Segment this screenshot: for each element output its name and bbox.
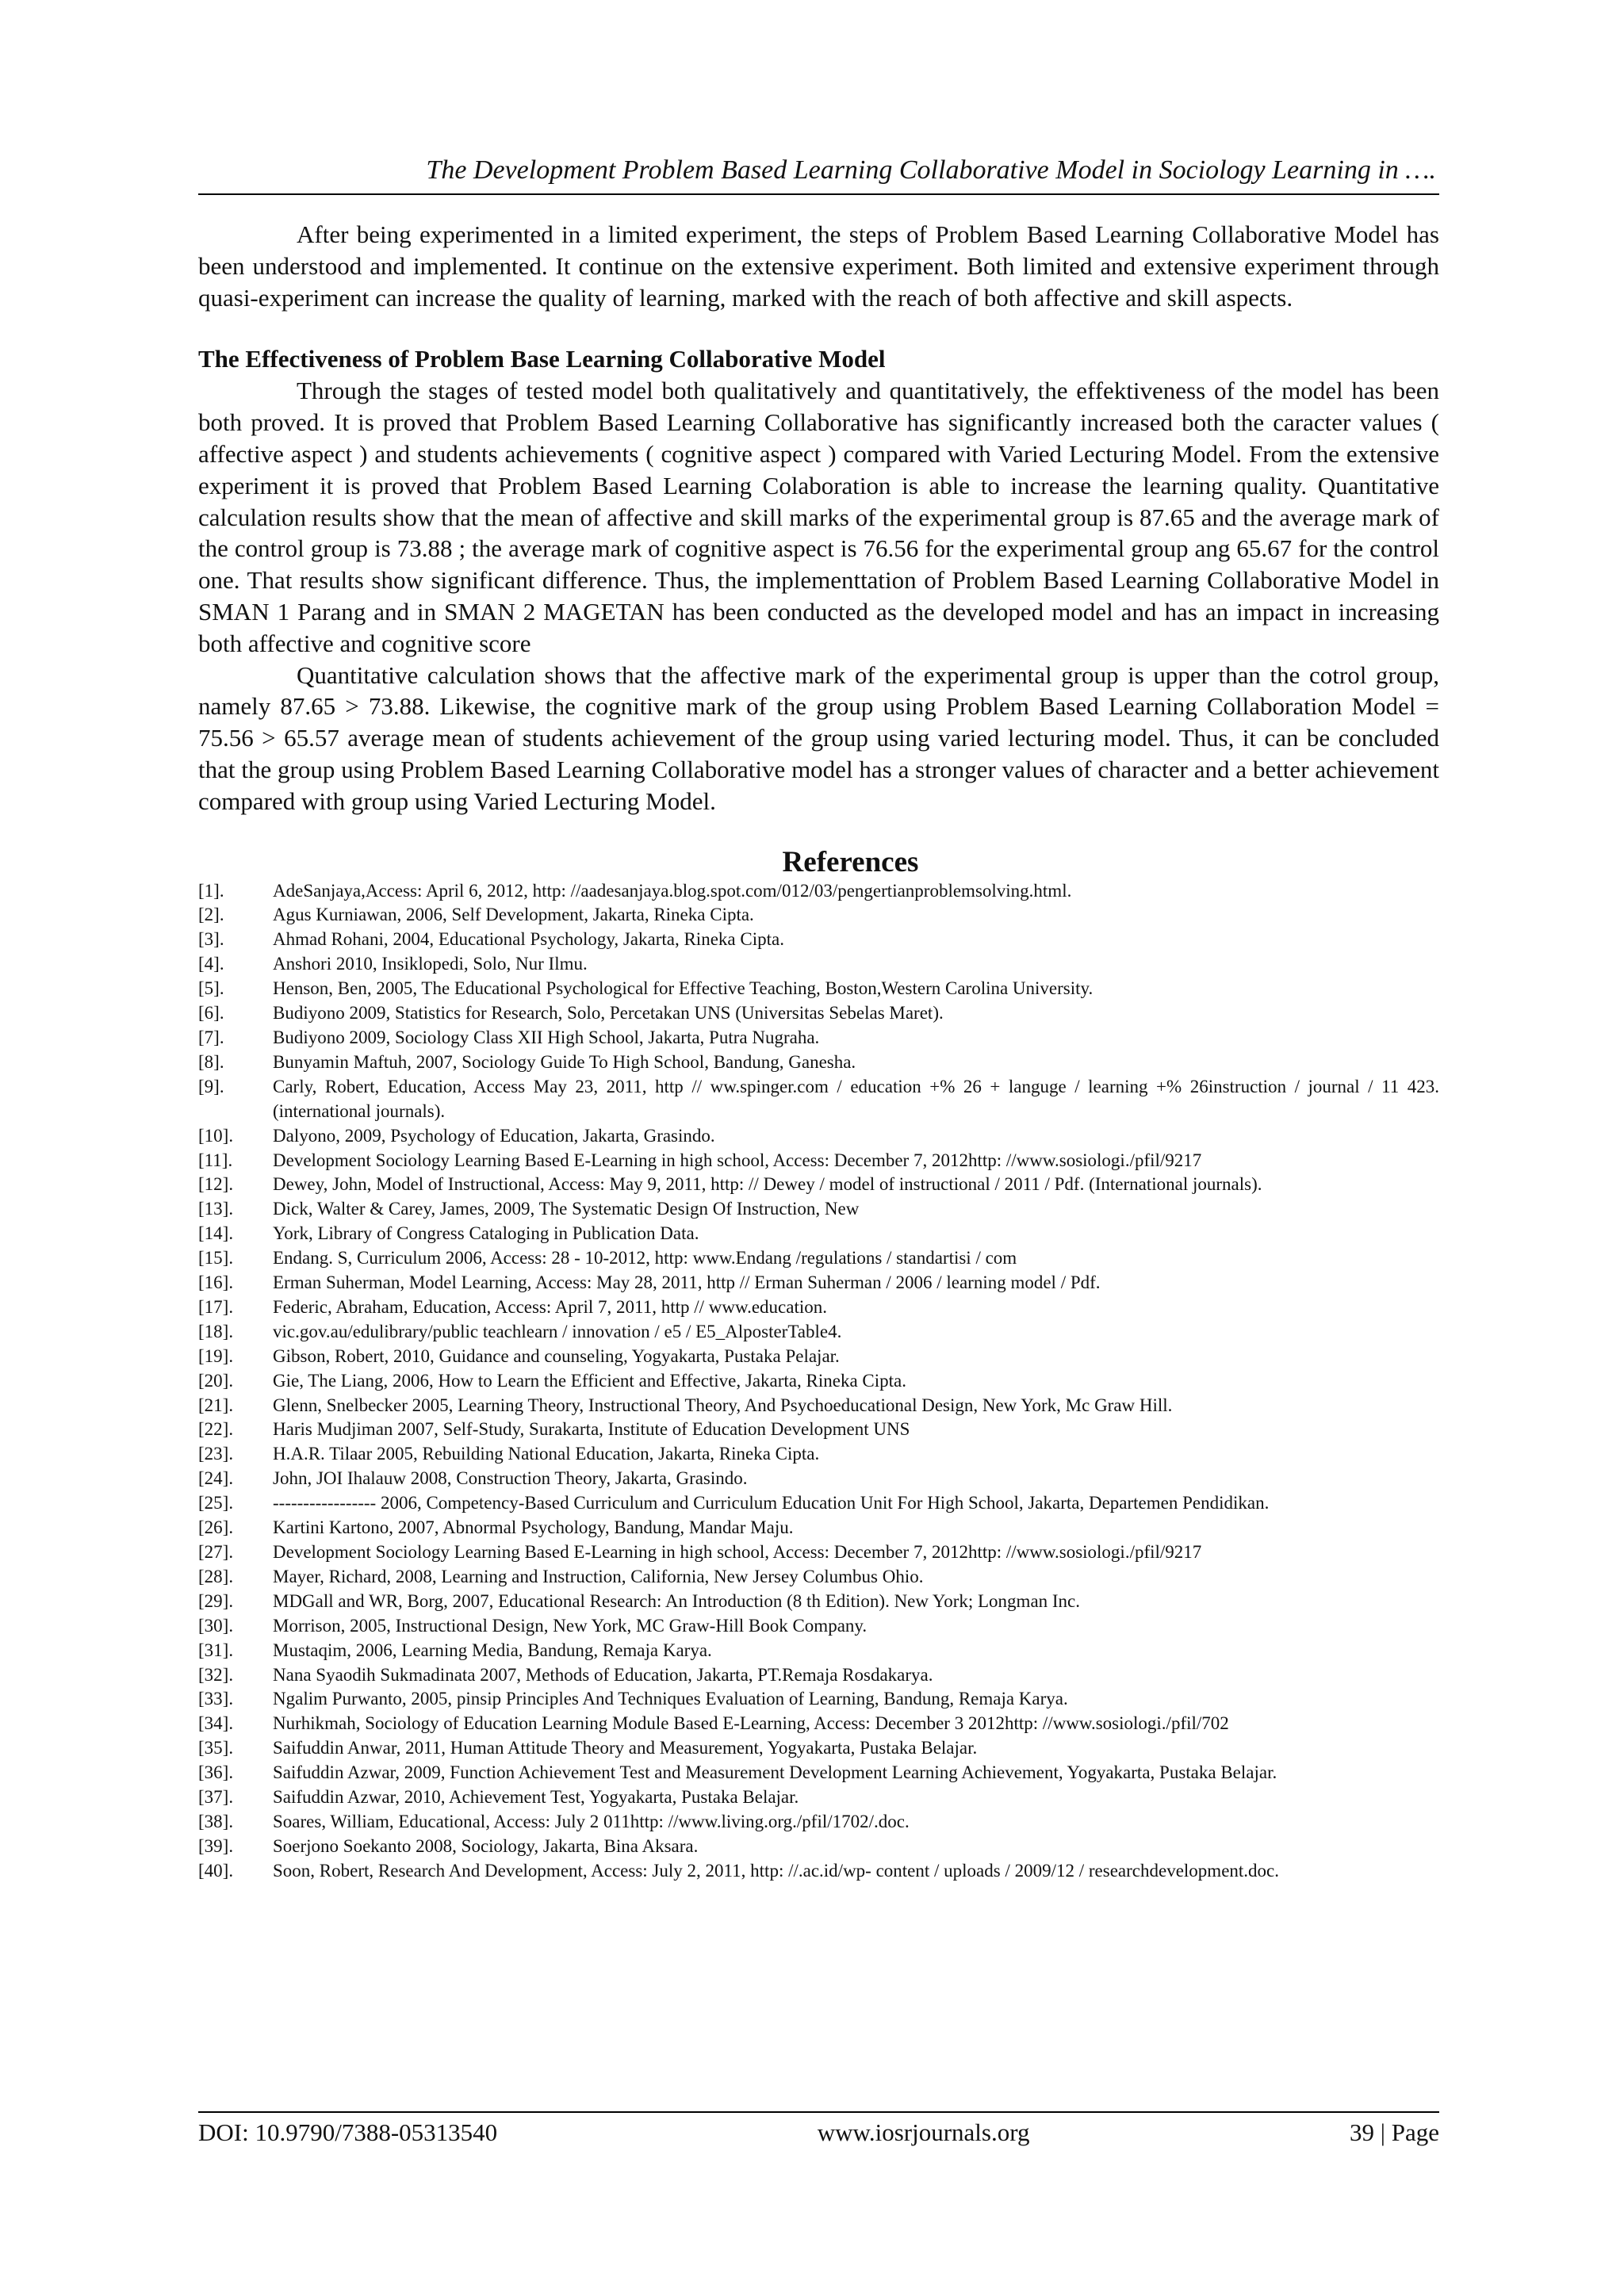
reference-number: [33].	[198, 1689, 234, 1709]
reference-text: Gibson, Robert, 2010, Guidance and counseling, Yogyakarta, Pustaka Pelajar.	[273, 1345, 840, 1366]
reference-text: Soares, William, Educational, Access: July 2 011http: //www.living.org./pfil/1702/.doc.	[273, 1811, 910, 1831]
reference-item	[198, 1197, 1439, 1222]
reference-number: [13].	[198, 1199, 234, 1219]
reference-number: [2].	[198, 905, 224, 925]
footer-website[interactable]: www.iosrjournals.org	[817, 2118, 1030, 2146]
reference-text: Development Sociology Learning Based E-Learning in high school, Access: December 7, 2012http: //www.sosiologi./pfil/9217	[273, 1542, 1202, 1563]
reference-item	[198, 1222, 1439, 1246]
reference-number: [34].	[198, 1713, 234, 1734]
reference-text: Kartini Kartono, 2007, Abnormal Psychology, Bandung, Mandar Maju.	[273, 1517, 794, 1538]
reference-item	[198, 1418, 1439, 1442]
reference-text: Anshori 2010, Insiklopedi, Solo, Nur Ilmu.	[273, 954, 588, 974]
reference-number: [9].	[198, 1076, 224, 1096]
reference-list	[198, 879, 1439, 1884]
reference-number: [19].	[198, 1345, 234, 1366]
reference-number: [16].	[198, 1272, 234, 1293]
reference-item	[198, 1246, 1439, 1271]
reference-text: AdeSanjaya,Access: April 6, 2012, http: //aadesanjaya.blog.spot.com/012/03/pengertianproblemsolving.html.	[273, 880, 1072, 901]
body-paragraph: Quantitative calculation shows that the affective mark of the experimental group is upper than the cotrol group, namely 87.65 > 73.88. Likewise, the cognitive mark of the group using Problem Based Learning Collaboration Model = 75.56 > 65.57 average mean of students achievement of the group using varied lecturing model. Thus, it can be concluded that the group using Problem Based Learning Collaborative model has a stronger values of character and a better achievement compared with group using Varied Lecturing Model.	[198, 660, 1439, 815]
reference-number: [11].	[198, 1150, 233, 1170]
reference-text: Gie, The Liang, 2006, How to Learn the Efficient and Effective, Jakarta, Rineka Cipta.	[273, 1370, 906, 1391]
reference-text: Glenn, Snelbecker 2005, Learning Theory, Instructional Theory, And Psychoeducational Design, New York, Mc Graw Hill.	[273, 1395, 1173, 1415]
reference-item	[198, 1540, 1439, 1565]
reference-text: Morrison, 2005, Instructional Design, New York, MC Graw-Hill Book Company.	[273, 1615, 868, 1636]
reference-text: Ahmad Rohani, 2004, Educational Psychology, Jakarta, Rineka Cipta.	[273, 929, 784, 950]
reference-number: [32].	[198, 1664, 234, 1685]
intro-paragraph: After being experimented in a limited experiment, the steps of Problem Based Learning Collaborative Model has been understood and implemented. It continue on the extensive experiment. Both limited and extensive experiment through quasi-experiment can increase the quality of learning, marked with the reach of both affective and skill aspects.	[198, 220, 1439, 312]
page	[198, 151, 1439, 2164]
reference-text: Haris Mudjiman 2007, Self-Study, Surakarta, Institute of Education Development UNS	[273, 1419, 910, 1440]
reference-text: Erman Suherman, Model Learning, Access: May 28, 2011, http // Erman Suherman / 2006 / learning model / Pdf.	[273, 1272, 1101, 1293]
reference-text: Soerjono Soekanto 2008, Sociology, Jakarta, Bina Aksara.	[273, 1835, 699, 1856]
reference-text: Budiyono 2009, Statistics for Research, Solo, Percetakan UNS (Universitas Sebelas Maret).	[273, 1003, 944, 1024]
reference-item	[198, 1001, 1439, 1026]
reference-item	[198, 1590, 1439, 1614]
reference-text: Ngalim Purwanto, 2005, pinsip Principles And Techniques Evaluation of Learning, Bandung, Remaja Karya.	[273, 1689, 1068, 1709]
reference-item	[198, 1614, 1439, 1639]
reference-number: [31].	[198, 1640, 234, 1660]
reference-number: [40].	[198, 1860, 234, 1881]
reference-text: Saifuddin Azwar, 2009, Function Achievement Test and Measurement Development Learning Achievement, Yogyakarta, Pustaka Belajar.	[273, 1762, 1277, 1783]
reference-item	[198, 1565, 1439, 1590]
reference-text: Soon, Robert, Research And Development, Access: July 2, 2011, http: //.ac.id/wp- content / uploads / 2009/12 / researchdevelopment.doc.	[273, 1860, 1279, 1881]
reference-number: [22].	[198, 1419, 234, 1440]
reference-item	[198, 879, 1439, 904]
reference-item	[198, 1075, 1439, 1124]
reference-number: [20].	[198, 1370, 234, 1391]
reference-text: Bunyamin Maftuh, 2007, Sociology Guide To High School, Bandung, Ganesha.	[273, 1051, 856, 1072]
reference-item	[198, 1369, 1439, 1394]
reference-text: Agus Kurniawan, 2006, Self Development, Jakarta, Rineka Cipta.	[273, 905, 754, 925]
reference-text: Dalyono, 2009, Psychology of Education, Jakarta, Grasindo.	[273, 1125, 715, 1146]
reference-number: [25].	[198, 1493, 234, 1513]
reference-item	[198, 903, 1439, 928]
reference-text: Saifuddin Anwar, 2011, Human Attitude Theory and Measurement, Yogyakarta, Pustaka Belajar.	[273, 1738, 978, 1758]
reference-text: John, JOI Ihalauw 2008, Construction Theory, Jakarta, Grasindo.	[273, 1468, 748, 1489]
reference-item	[198, 1663, 1439, 1688]
reference-item	[198, 1761, 1439, 1785]
reference-item	[198, 1736, 1439, 1761]
reference-number: [8].	[198, 1051, 224, 1072]
reference-item	[198, 1345, 1439, 1369]
reference-text: H.A.R. Tilaar 2005, Rebuilding National Education, Jakarta, Rineka Cipta.	[273, 1444, 820, 1464]
reference-number: [10].	[198, 1125, 234, 1146]
reference-number: [36].	[198, 1762, 234, 1783]
reference-item	[198, 1050, 1439, 1075]
footer	[198, 2117, 1439, 2149]
reference-number: [15].	[198, 1248, 234, 1269]
reference-number: [26].	[198, 1517, 234, 1538]
reference-number: [38].	[198, 1811, 234, 1831]
references-heading: References	[782, 845, 919, 878]
reference-number: [27].	[198, 1542, 234, 1563]
reference-text: Nurhikmah, Sociology of Education Learning Module Based E-Learning, Access: December 3 2012http: //www.sosiologi./pfil/702	[273, 1713, 1229, 1734]
reference-item	[198, 1026, 1439, 1050]
header-rule	[198, 193, 1439, 195]
reference-text: MDGall and WR, Borg, 2007, Educational Research: An Introduction (8 th Edition). New York; Longman Inc.	[273, 1590, 1081, 1611]
reference-number: [6].	[198, 1003, 224, 1024]
reference-text: Mayer, Richard, 2008, Learning and Instruction, California, New Jersey Columbus Ohio.	[273, 1566, 924, 1586]
reference-item	[198, 1835, 1439, 1859]
reference-item	[198, 1810, 1439, 1835]
reference-text: Dick, Walter & Carey, James, 2009, The Systematic Design Of Instruction, New	[273, 1199, 860, 1219]
reference-item	[198, 1124, 1439, 1149]
reference-number: [23].	[198, 1444, 234, 1464]
reference-number: [29].	[198, 1590, 234, 1611]
reference-number: [21].	[198, 1395, 234, 1415]
footer-doi: DOI: 10.9790/7388-05313540	[198, 2118, 498, 2146]
reference-number: [37].	[198, 1787, 234, 1808]
reference-text: Federic, Abraham, Education, Access: April 7, 2011, http // www.education.	[273, 1296, 828, 1317]
reference-number: [1].	[198, 880, 224, 901]
reference-item	[198, 977, 1439, 1001]
reference-number: [18].	[198, 1321, 234, 1341]
reference-item	[198, 1295, 1439, 1320]
section-heading: The Effectiveness of Problem Base Learning Collaborative Model	[198, 345, 886, 373]
running-header: The Development Problem Based Learning Collaborative Model in Sociology Learning in ….	[426, 155, 1436, 185]
reference-item	[198, 1442, 1439, 1467]
reference-number: [30].	[198, 1615, 234, 1636]
reference-number: [14].	[198, 1223, 234, 1244]
reference-text: Budiyono 2009, Sociology Class XII High School, Jakarta, Putra Nugraha.	[273, 1027, 820, 1047]
reference-item	[198, 1639, 1439, 1663]
reference-text: York, Library of Congress Cataloging in Publication Data.	[273, 1223, 699, 1244]
reference-item	[198, 1712, 1439, 1736]
reference-number: [5].	[198, 978, 224, 999]
reference-item	[198, 1491, 1439, 1516]
reference-number: [39].	[198, 1835, 234, 1856]
footer-rule	[198, 2111, 1439, 2113]
reference-item	[198, 1271, 1439, 1295]
reference-text: Henson, Ben, 2005, The Educational Psychological for Effective Teaching, Boston,Western Carolina University.	[273, 978, 1094, 999]
reference-text: ----------------- 2006, Competency-Based Curriculum and Curriculum Education Unit For High School, Jakarta, Departemen Pendidikan.	[273, 1493, 1270, 1513]
reference-number: [12].	[198, 1174, 234, 1195]
reference-text: Endang. S, Curriculum 2006, Access: 28 - 10-2012, http: www.Endang /regulations / standartisi / com	[273, 1248, 1017, 1269]
reference-item	[198, 1173, 1439, 1197]
reference-number: [17].	[198, 1296, 234, 1317]
reference-text: Mustaqim, 2006, Learning Media, Bandung, Remaja Karya.	[273, 1640, 712, 1660]
reference-number: [24].	[198, 1468, 234, 1489]
reference-item	[198, 1687, 1439, 1712]
reference-item	[198, 928, 1439, 952]
reference-text: Nana Syaodih Sukmadinata 2007, Methods of Education, Jakarta, PT.Remaja Rosdakarya.	[273, 1664, 933, 1685]
footer-page-number: 39 | Page	[1350, 2118, 1439, 2146]
reference-item	[198, 952, 1439, 977]
reference-item	[198, 1516, 1439, 1540]
reference-item	[198, 1320, 1439, 1345]
body-paragraph: Through the stages of tested model both qualitatively and quantitatively, the effektiveness of the model has been both proved. It is proved that Problem Based Learning Collaborative has significantly increased both the caracter values ( affective aspect ) and students achievements ( cognitive aspect ) compared with Varied Lecturing Model. From the extensive experiment it is proved that Problem Based Learning Colaboration is able to increase the learning quality. Quantitative calculation results show that the mean of affective and skill marks of the experimental group is 87.65 and the average mark of the control group is 73.88 ; the average mark of cognitive aspect is 76.56 for the experimental group ang 65.67 for the control one. That results show significant difference. Thus, the implementtation of Problem Based Learning Collaborative Model in SMAN 1 Parang and in SMAN 2 MAGETAN has been conducted as the developed model and has an impact in increasing both affective and cognitive score	[198, 377, 1439, 657]
reference-number: [4].	[198, 954, 224, 974]
reference-item	[198, 1785, 1439, 1810]
reference-text: Carly, Robert, Education, Access May 23, 2011, http // ww.spinger.com / education +% 26 + languge / learning +% 26instruction / journal / 11 423. (international journals).	[273, 1076, 1439, 1121]
reference-number: [7].	[198, 1027, 224, 1047]
reference-item	[198, 1394, 1439, 1418]
reference-item	[198, 1149, 1439, 1173]
reference-item	[198, 1467, 1439, 1491]
reference-number: [28].	[198, 1566, 234, 1586]
reference-item	[198, 1859, 1439, 1884]
reference-number: [35].	[198, 1738, 234, 1758]
reference-number: [3].	[198, 929, 224, 950]
reference-text: vic.gov.au/edulibrary/public teachlearn / innovation / e5 / E5_AlposterTable4.	[273, 1321, 842, 1341]
reference-text: Development Sociology Learning Based E-Learning in high school, Access: December 7, 2012http: //www.sosiologi./pfil/9217	[273, 1150, 1202, 1170]
reference-text: Saifuddin Azwar, 2010, Achievement Test, Yogyakarta, Pustaka Belajar.	[273, 1787, 799, 1808]
reference-text: Dewey, John, Model of Instructional, Access: May 9, 2011, http: // Dewey / model of instructional / 2011 / Pdf. (International journals).	[273, 1174, 1262, 1195]
